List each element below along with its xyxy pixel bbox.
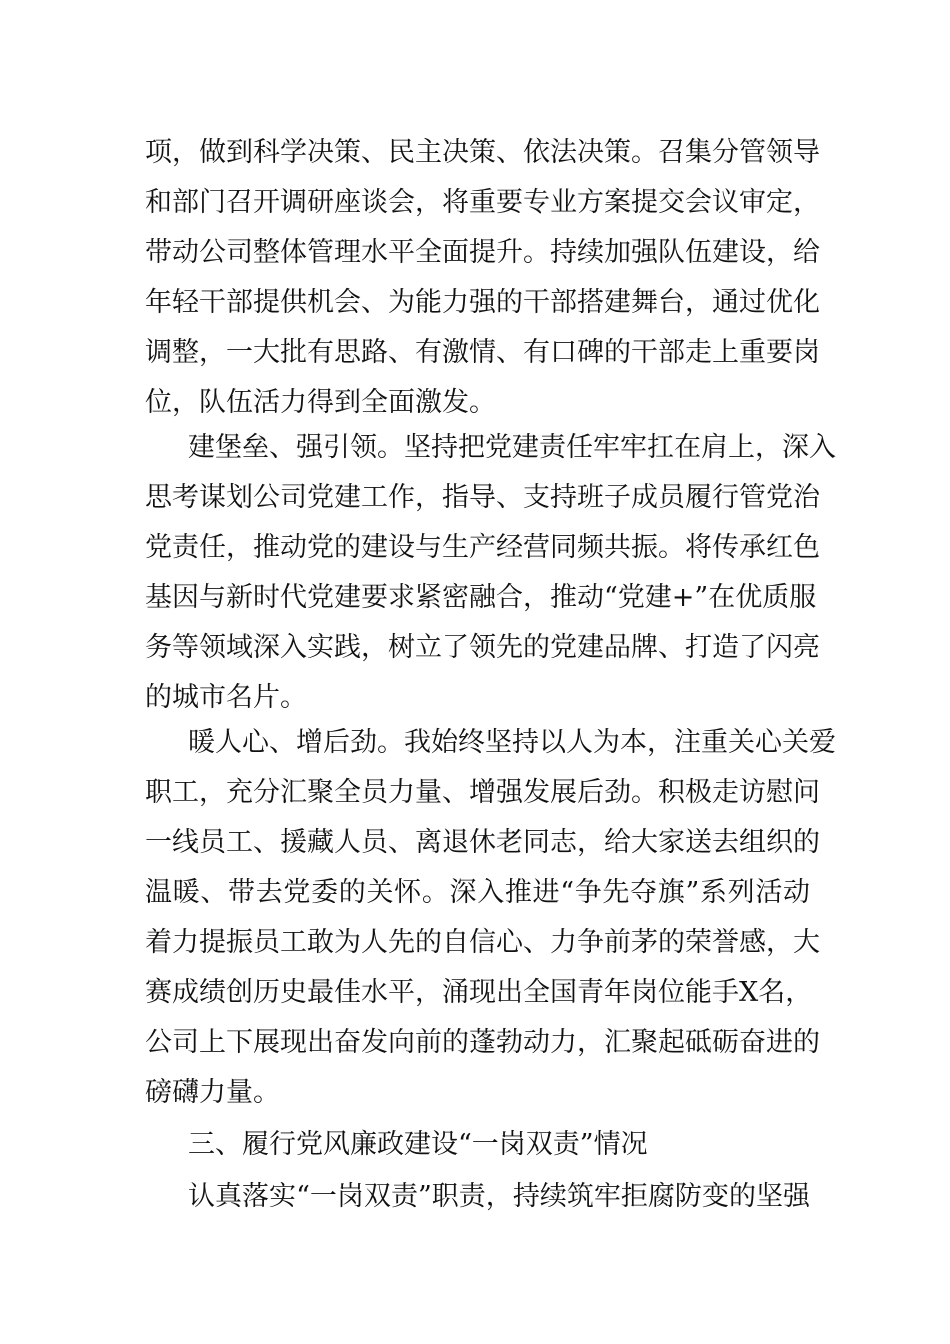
text-line: 带动公司整体管理水平全面提升。持续加强队伍建设，给	[145, 237, 820, 268]
section-heading: 三、履行党风廉政建设“一岗双责”情况	[188, 1129, 648, 1160]
text-line: 基因与新时代党建要求紧密融合，推动“党建+”在优质服	[145, 582, 817, 613]
text-line: 暖人心、增后劲。我始终坚持以人为本，注重关心关爱	[188, 727, 836, 758]
text-line: 思考谋划公司党建工作，指导、支持班子成员履行管党治	[145, 482, 820, 513]
text-line: 赛成绩创历史最佳水平，涌现出全国青年岗位能手X名，	[145, 977, 813, 1008]
text-line: 一线员工、援藏人员、离退休老同志，给大家送去组织的	[145, 827, 820, 858]
text-line: 认真落实“一岗双责”职责，持续筑牢拒腐防变的坚强	[188, 1181, 810, 1212]
text-line: 磅礴力量。	[145, 1077, 280, 1108]
text-line: 着力提振员工敢为人先的自信心、力争前茅的荣誉感，大	[145, 927, 820, 958]
text-line: 务等领域深入实践，树立了领先的党建品牌、打造了闪亮	[145, 632, 820, 663]
text-line: 温暖、带去党委的关怀。深入推进“争先夺旗”系列活动	[145, 877, 810, 908]
text-line: 的城市名片。	[145, 682, 307, 713]
text-line: 调整，一大批有思路、有激情、有口碑的干部走上重要岗	[145, 337, 820, 368]
text-line: 建堡垒、强引领。坚持把党建责任牢牢扛在肩上，深入	[188, 432, 836, 463]
text-line: 项，做到科学决策、民主决策、依法决策。召集分管领导	[145, 137, 820, 168]
text-line: 位，队伍活力得到全面激发。	[145, 387, 496, 418]
text-line: 公司上下展现出奋发向前的蓬勃动力，汇聚起砥砺奋进的	[145, 1027, 820, 1058]
text-line: 和部门召开调研座谈会，将重要专业方案提交会议审定，	[145, 187, 820, 218]
text-line: 年轻干部提供机会、为能力强的干部搭建舞台，通过优化	[145, 287, 820, 318]
text-line: 职工，充分汇聚全员力量、增强发展后劲。积极走访慰问	[145, 777, 820, 808]
text-line: 党责任，推动党的建设与生产经营同频共振。将传承红色	[145, 532, 820, 563]
